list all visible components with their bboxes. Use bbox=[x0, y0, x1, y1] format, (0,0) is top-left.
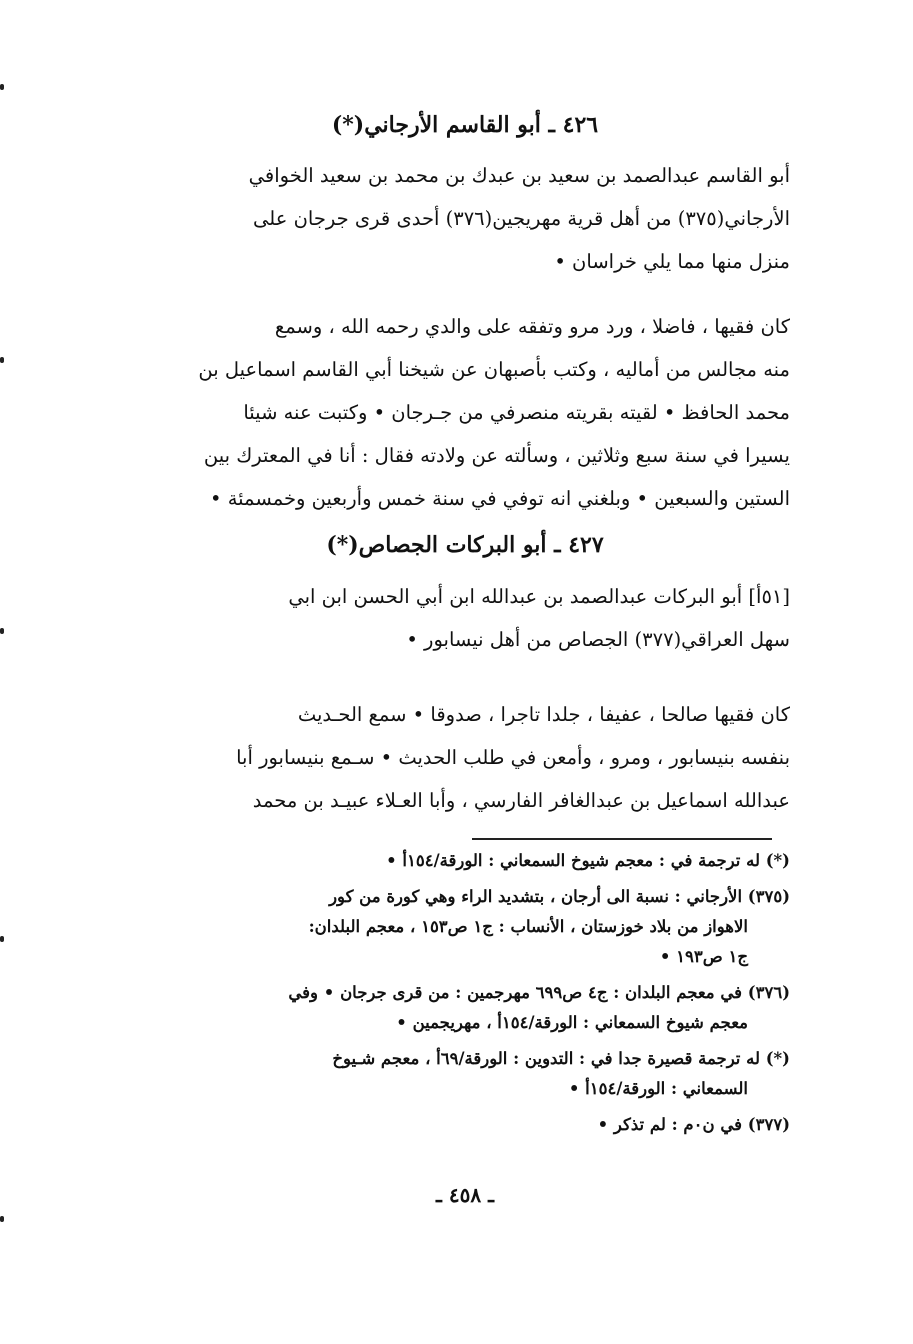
text-line: [٥١أ] أبو البركات عبدالصمد بن عبدالله ابن أبي الحسن ابن ابي bbox=[288, 585, 790, 608]
text-line: كان فقيها صالحا ، عفيفا ، جلدا تاجرا ، صدوقا • سمع الحـديث bbox=[297, 703, 790, 726]
text-line: منزل منها مما يلي خراسان • bbox=[554, 250, 790, 273]
scan-mark bbox=[0, 84, 4, 90]
footnote bbox=[140, 882, 790, 972]
text-line: كان فقيها ، فاضلا ، ورد مرو وتفقه على والدي رحمه الله ، وسمع bbox=[274, 315, 790, 338]
footnote-line: (٣٧٧) في ن٠م : لم تذكر • bbox=[597, 1115, 790, 1134]
footnote bbox=[140, 1044, 790, 1104]
footnote bbox=[140, 978, 790, 1038]
scan-mark bbox=[0, 936, 4, 942]
entry-paragraph bbox=[140, 693, 790, 822]
footnote-line: السمعاني : الورقة/١٥٤أ • bbox=[568, 1079, 748, 1098]
entry-heading: ٤٢٧ ـ أبو البركات الجصاص(*) bbox=[326, 532, 604, 558]
text-line: يسيرا في سنة سبع وثلاثين ، وسألته عن ولادته فقال : أنا في المعترك بين bbox=[203, 444, 790, 467]
footnote-line: (٣٧٥) الأرجاني : نسبة الى أرجان ، بتشديد الراء وهي كورة من كور bbox=[329, 887, 790, 906]
footnote-line: معجم شيوخ السمعاني : الورقة/١٥٤أ ، مهريجمين • bbox=[396, 1013, 748, 1032]
footnote-line: الاهواز من بلاد خوزستان ، الأنساب : ج١ ص١٥٣ ، معجم البلدان: bbox=[308, 917, 748, 936]
text-line: الأرجاني(٣٧٥) من أهل قرية مهريجين(٣٧٦) أحدى قرى جرجان على bbox=[253, 207, 790, 230]
footnotes bbox=[140, 846, 790, 1146]
text-line: منه مجالس من أماليه ، وكتب بأصبهان عن شيخنا أبي القاسم اسماعيل بن bbox=[198, 358, 790, 381]
entry-paragraph bbox=[140, 575, 790, 661]
scan-mark bbox=[0, 628, 4, 634]
footnote bbox=[140, 1110, 790, 1140]
text-line: عبدالله اسماعيل بن عبدالغافر الفارسي ، وأبا العـلاء عبيـد بن محمد bbox=[252, 789, 790, 812]
footnote-line: (*) له ترجمة قصيرة جدا في : التدوين : الورقة/٦٩أ ، معجم شـيوخ bbox=[332, 1049, 790, 1068]
text-line: أبو القاسم عبدالصمد بن سعيد بن عبدك بن محمد بن سعيد الخوافي bbox=[248, 164, 790, 187]
scan-mark bbox=[0, 357, 4, 363]
text-line: الستين والسبعين • وبلغني انه توفي في سنة خمس وأربعين وخمسمئة • bbox=[210, 487, 790, 510]
page-number: ـ ٤٥٨ ـ bbox=[436, 1183, 494, 1207]
text-line: محمد الحافظ • لقيته بقريته منصرفي من جـرجان • وكتبت عنه شيئا bbox=[243, 401, 790, 424]
footnote bbox=[140, 846, 790, 876]
footnote-line: (*) له ترجمة في : معجم شيوخ السمعاني : الورقة/١٥٤أ • bbox=[386, 851, 790, 870]
text-line: بنفسه بنيسابور ، ومرو ، وأمعن في طلب الحديث • سـمع بنيسابور أبا bbox=[236, 746, 790, 769]
entry-paragraph bbox=[140, 305, 790, 520]
footnote-line: ج١ ص١٩٣ • bbox=[659, 947, 748, 966]
footnote-divider bbox=[472, 838, 772, 840]
text-line: سهل العراقي(٣٧٧) الجصاص من أهل نيسابور • bbox=[406, 628, 790, 651]
entry-heading: ٤٢٦ ـ أبو القاسم الأرجاني(*) bbox=[331, 112, 599, 138]
entry-paragraph bbox=[140, 154, 790, 283]
scan-mark bbox=[0, 1216, 4, 1222]
footnote-line: (٣٧٦) في معجم البلدان : ج٤ ص٦٩٩ مهرجمين : من قرى جرجان • وفي bbox=[288, 983, 790, 1002]
